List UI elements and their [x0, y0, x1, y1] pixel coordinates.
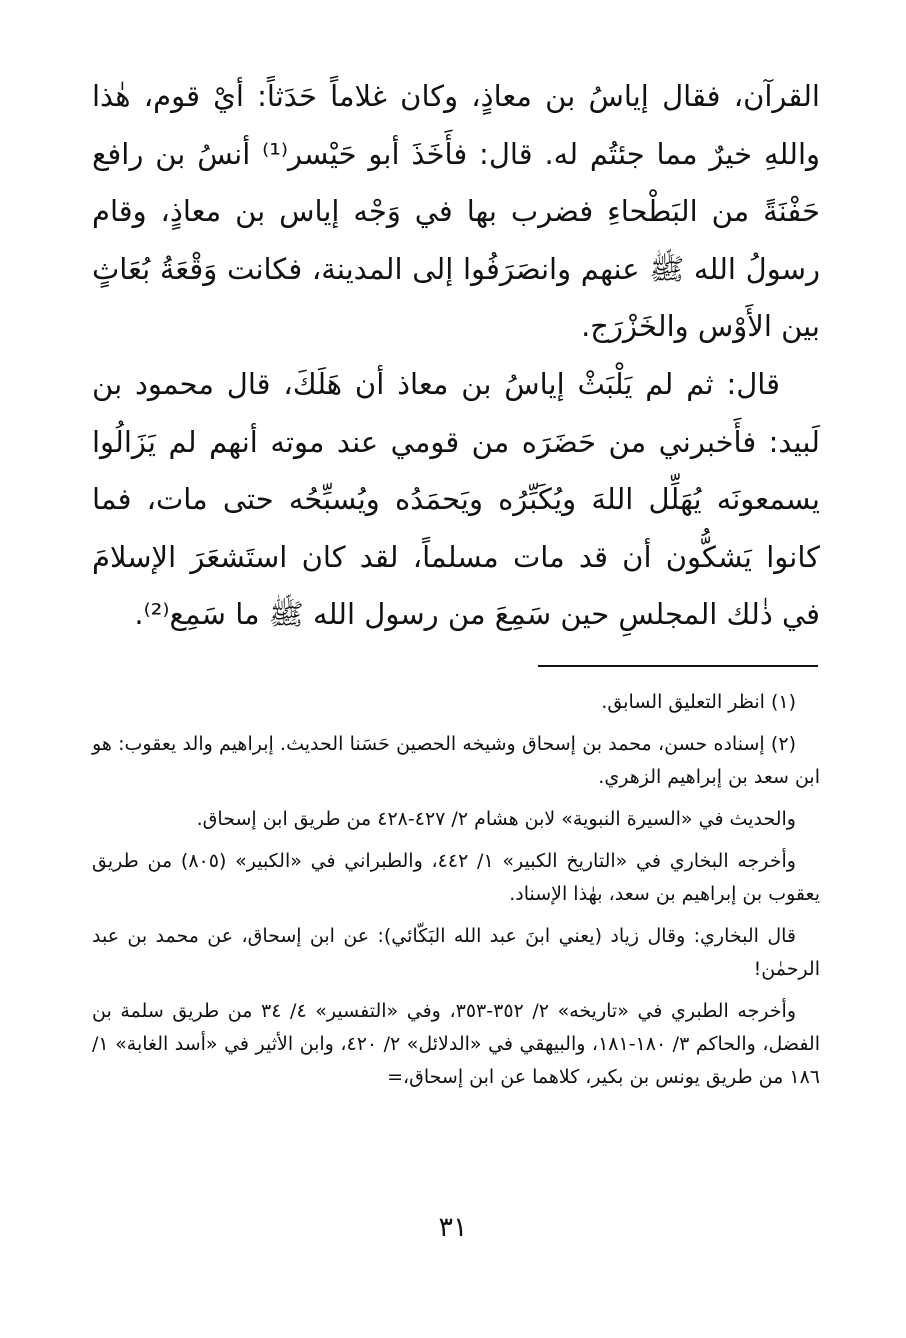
footnote-paragraph: قال البخاري: وقال زياد (يعني ابنَ عبد الله البَكّائي): عن ابن إسحاق، عن محمد بن عبد الرحمٰن!: [92, 925, 820, 980]
footnote-paragraph: وأخرجه الطبري في «تاريخه» ٢/ ٣٥٢-٣٥٣، وفي «التفسير» ٤/ ٣٤ من طريق سلمة بن الفضل، والحاكم ٣/ ١٨٠-١٨١، والبيهقي في «الدلائل» ٢/ ٤٢٠، وابن الأثير في «أسد الغابة» ١/ ١٨٦ من طريق يونس بن بكير، كلاهما عن ابن إسحاق،=: [92, 1000, 820, 1088]
footnotes: [92, 686, 820, 1103]
main-paragraph: القرآن، فقال إياسُ بن معاذٍ، وكان غلاماً حَدَثاً: أيْ قوم، هٰذا واللهِ خيرٌ مما جئتُم له. قال: فأَخَذَ أبو حَيْسر⁽¹⁾ أنسُ بن رافع حَفْنَةً من البَطْحاءِ فضرب بها في وَجْه إياس بن معاذٍ، وقام رسولُ الله ﷺ عنهم وانصَرَفُوا إلى المدينة، فكانت وَقْعَةُ بُعَاثٍ بين الأَوْس والخَزْرَج.: [92, 79, 821, 344]
main-text: [92, 68, 820, 644]
footnote-1: (١) انظر التعليق السابق.: [601, 691, 796, 713]
footnote-paragraph: وأخرجه البخاري في «التاريخ الكبير» ١/ ٤٤٢، والطبراني في «الكبير» (٨٠٥) من طريق يعقوب بن إبراهيم بن سعد، بهٰذا الإسناد.: [92, 850, 820, 905]
footnote-paragraph: والحديث في «السيرة النبوية» لابن هشام ٢/ ٤٢٧-٤٢٨ من طريق ابن إسحاق.: [196, 808, 796, 830]
footnote-2: (٢) إسناده حسن، محمد بن إسحاق وشيخه الحصين حَسَنا الحديث. إبراهيم والد يعقوب: هو ابن سعد بن إبراهيم الزهري.: [92, 733, 820, 788]
footnote-separator: [538, 665, 818, 667]
page-number: ٣١: [438, 1212, 468, 1243]
main-paragraph: قال: ثم لم يَلْبَثْ إياسُ بن معاذ أن هَلَكَ، قال محمود بن لَبيد: فأَخبرني من حَضَرَه من قومي عند موته أنهم لم يَزَالُوا يسمعونَه يُهَلِّل اللهَ ويُكَبِّرُه ويَحمَدُه ويُسبِّحُه حتى مات، فما كانوا يَشكُّون أن قد مات مسلماً، لقد كان استَشعَرَ الإسلامَ في ذٰلك المجلسِ حين سَمِعَ من رسول الله ﷺ ما سَمِع⁽²⁾.: [92, 366, 820, 632]
